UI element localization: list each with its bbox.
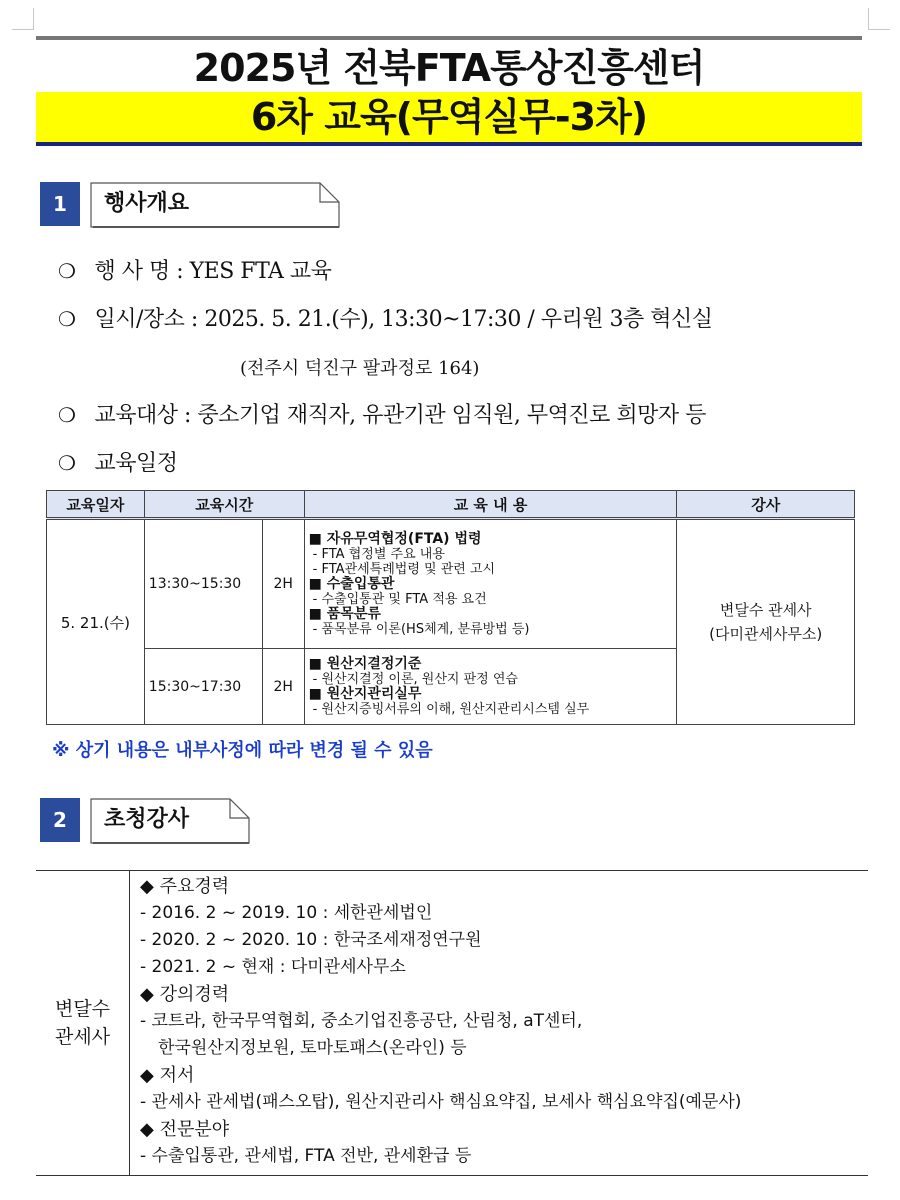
lecture-item: - 코트라, 한국무역협회, 중소기업진흥공단, 산림청, aT센터, bbox=[140, 1011, 583, 1031]
schedule-heading: 교육일정 bbox=[94, 451, 178, 476]
change-notice: ※ 상기 내용은 내부사정에 따라 변경 될 수 있음 bbox=[52, 740, 433, 761]
topic-title: ■ 원산지관리실무 bbox=[308, 685, 422, 702]
section-2-number: 2 bbox=[40, 798, 80, 842]
schedule-heading-line bbox=[58, 446, 178, 477]
topic-title: ■ 품목분류 bbox=[308, 605, 381, 622]
career-item: - 2020. 2 ~ 2020. 10 : 한국조세재정연구원 bbox=[140, 930, 482, 950]
table-row bbox=[47, 519, 855, 649]
lecturer-name: 변달수 관세사 bbox=[719, 601, 812, 619]
topic-item: - 원산지증빙서류의 이해, 원산지관리시스템 실무 bbox=[312, 701, 590, 717]
session-2-time: 15:30~17:30 bbox=[144, 649, 262, 725]
section-1-number: 1 bbox=[40, 182, 80, 226]
topic-item: - 수출입통관 및 FTA 적용 요건 bbox=[312, 591, 487, 607]
title-bottom-rule bbox=[36, 142, 862, 146]
topic-item: - 원산지결정 이론, 원산지 판정 연습 bbox=[312, 671, 518, 687]
topic-title: ■ 수출입통관 bbox=[308, 575, 395, 592]
section-2-label-box bbox=[90, 798, 250, 842]
header-date: 교육일자 bbox=[47, 491, 145, 519]
circle-bullet-icon: ❍ bbox=[58, 259, 76, 283]
datetime-line: ❍ 일시/장소 : 2025. 5. 21.(수), 13:30~17:30 / 우리원 3층 혁신실 bbox=[58, 307, 713, 332]
section-1-header bbox=[40, 182, 340, 226]
lecture-heading: ◆ 강의경력 bbox=[140, 984, 230, 1005]
books-heading: ◆ 저서 bbox=[140, 1065, 195, 1086]
event-name-label: 행 사 명 bbox=[94, 259, 170, 284]
header-time: 교육시간 bbox=[144, 491, 304, 519]
target-value: 중소기업 재직자, 유관기관 임직원, 무역진로 희망자 등 bbox=[197, 403, 706, 428]
session-2-content bbox=[304, 649, 677, 725]
session-2-hours: 2H bbox=[262, 649, 304, 725]
target-label: 교육대상 bbox=[94, 403, 178, 428]
page-corner-mark-right bbox=[868, 8, 890, 30]
document-title-block bbox=[36, 36, 862, 146]
lecturer-cell bbox=[677, 519, 855, 725]
target-line: ❍ 교육대상 : 중소기업 재직자, 유관기관 임직원, 무역진로 희망자 등 bbox=[58, 403, 706, 428]
circle-bullet-icon: ❍ bbox=[58, 451, 76, 475]
profile-lecturer-name bbox=[36, 871, 130, 1175]
topic-item: - 품목분류 이론(HS체계, 분류방법 등) bbox=[312, 621, 530, 637]
topic-title: ■ 자유무역협정(FTA) 법령 bbox=[308, 530, 482, 547]
title-line-1: 2025년 전북FTA통상진흥센터 bbox=[193, 46, 705, 90]
schedule-header-row bbox=[47, 491, 855, 519]
topic-item: - FTA 협정별 주요 내용 bbox=[312, 546, 445, 562]
lecture-item-cont: 한국원산지정보원, 토마토패스(온라인) 등 bbox=[158, 1038, 467, 1058]
circle-bullet-icon: ❍ bbox=[58, 307, 76, 331]
lecturer-profile-table bbox=[36, 870, 868, 1176]
title-line-2: 6차 교육(무역실무-3차) bbox=[36, 92, 862, 142]
header-lecturer: 강사 bbox=[677, 491, 855, 519]
session-1-content bbox=[304, 519, 677, 649]
header-content: 교 육 내 용 bbox=[304, 491, 677, 519]
datetime-value: 2025. 5. 21.(수), 13:30~17:30 / 우리원 3층 혁신실 bbox=[204, 307, 713, 332]
address-line: (전주시 덕진구 팔과정로 164) bbox=[240, 358, 480, 379]
datetime-label: 일시/장소 bbox=[94, 307, 185, 332]
circle-bullet-icon: ❍ bbox=[58, 403, 76, 427]
profile-details bbox=[140, 873, 864, 1170]
page-corner-mark-left bbox=[12, 8, 34, 30]
topic-item: - FTA관세특례법령 및 관련 고시 bbox=[312, 561, 496, 577]
profile-title: 관세사 bbox=[54, 1026, 111, 1048]
topic-title: ■ 원산지결정기준 bbox=[308, 655, 422, 672]
event-name-value: YES FTA 교육 bbox=[189, 259, 332, 284]
section-2-header bbox=[40, 798, 260, 842]
lecturer-office: (다미관세사무소) bbox=[709, 625, 823, 643]
session-1-hours: 2H bbox=[262, 519, 304, 649]
session-date: 5. 21.(수) bbox=[47, 519, 145, 725]
career-item: - 2021. 2 ~ 현재 : 다미관세사무소 bbox=[140, 957, 406, 977]
books-item: - 관세사 관세법(패스오탑), 원산지관리사 핵심요약집, 보세사 핵심요약집(예문사) bbox=[140, 1092, 742, 1112]
event-name-line: ❍ 행 사 명 : YES FTA 교육 bbox=[58, 259, 332, 284]
field-item: - 수출입통관, 관세법, FTA 전반, 관세환급 등 bbox=[140, 1146, 472, 1166]
profile-name: 변달수 bbox=[54, 998, 111, 1020]
section-2-label: 초청강사 bbox=[104, 807, 190, 832]
field-heading: ◆ 전문분야 bbox=[140, 1119, 230, 1140]
career-item: - 2016. 2 ~ 2019. 10 : 세한관세법인 bbox=[140, 903, 433, 923]
schedule-table bbox=[46, 490, 855, 725]
section-1-label-box bbox=[90, 182, 340, 226]
session-1-time: 13:30~15:30 bbox=[144, 519, 262, 649]
section-1-label: 행사개요 bbox=[104, 191, 190, 216]
career-heading: ◆ 주요경력 bbox=[140, 876, 230, 897]
